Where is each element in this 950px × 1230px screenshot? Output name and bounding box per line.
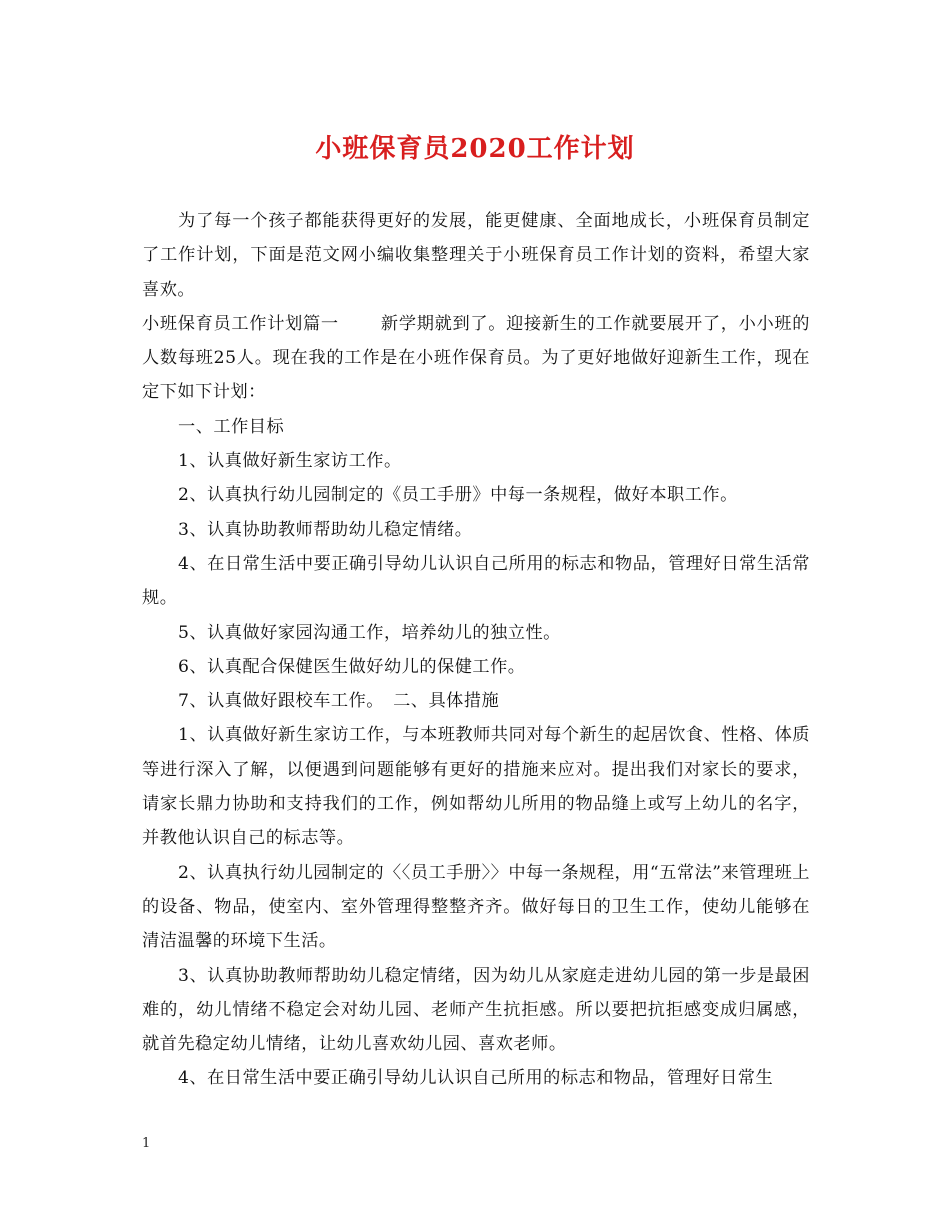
goal-item: 5、认真做好家园沟通工作，培养幼儿的独立性。	[178, 622, 561, 643]
measure-item: 2、认真执行幼儿园制定的〈〈员工手册〉〉中每一条规程，用“五常法”来管理班上的设备、物品，使室内、室外管理得整整齐齐。做好每日的卫生工作，使幼儿能够在清洁温馨的环境下生活。	[142, 862, 810, 952]
goal-7-and-measures-heading	[142, 684, 810, 718]
page-number: 1	[142, 1136, 151, 1151]
intro-paragraph: 为了每一个孩子都能获得更好的发展，能更健康、全面地成长，小班保育员制定了工作计划，下面是范文网小编收集整理关于小班保育员工作计划的资料，希望大家喜欢。	[142, 211, 810, 300]
goal-item: 4、在日常生活中要正确引导幼儿认识自己所用的标志和物品，管理好日常生活常规。	[142, 553, 810, 609]
section-intro-text: 新学期就到了。迎接新生的工作就要展开了，小小班的人数每班25人。现在我的工作是在小班作保育员。为了更好地做好迎新生工作，现在定下如下计划：	[142, 313, 810, 403]
measures-heading: 二、具体措施	[393, 691, 500, 712]
goal-item: 7、认真做好跟校车工作。	[178, 691, 376, 712]
section-heading: 小班保育员工作计划篇一	[142, 313, 339, 334]
goal-item: 2、认真执行幼儿园制定的《员工手册》中每一条规程，做好本职工作。	[178, 485, 738, 506]
document-title: 小班保育员2020工作计划	[315, 134, 635, 164]
goal-item: 3、认真协助教师帮助幼儿稳定情绪。	[178, 519, 473, 540]
goal-item: 1、认真做好新生家访工作。	[178, 451, 402, 472]
section-intro-paragraph	[142, 307, 810, 410]
goal-item: 6、认真配合保健医生做好幼儿的保健工作。	[178, 656, 526, 677]
measure-item: 1、认真做好新生家访工作，与本班教师共同对每个新生的起居饮食、性格、体质等进行深入了解，以便遇到问题能够有更好的措施来应对。提出我们对家长的要求，请家长鼎力协助和支持我们的工作，例如帮幼儿所用的物品缝上或写上幼儿的名字，并教他认识自己的标志等。	[142, 725, 810, 849]
measure-item: 3、认真协助教师帮助幼儿稳定情绪，因为幼儿从家庭走进幼儿园的第一步是最困难的，幼儿情绪不稳定会对幼儿园、老师产生抗拒感。所以要把抗拒感变成归属感，就首先稳定幼儿情绪，让幼儿喜欢幼儿园、喜欢老师。	[142, 965, 810, 1055]
measure-item: 4、在日常生活中要正确引导幼儿认识自己所用的标志和物品，管理好日常生	[178, 1068, 774, 1089]
goals-heading: 一、工作目标	[178, 416, 285, 437]
document-body	[142, 204, 810, 1096]
